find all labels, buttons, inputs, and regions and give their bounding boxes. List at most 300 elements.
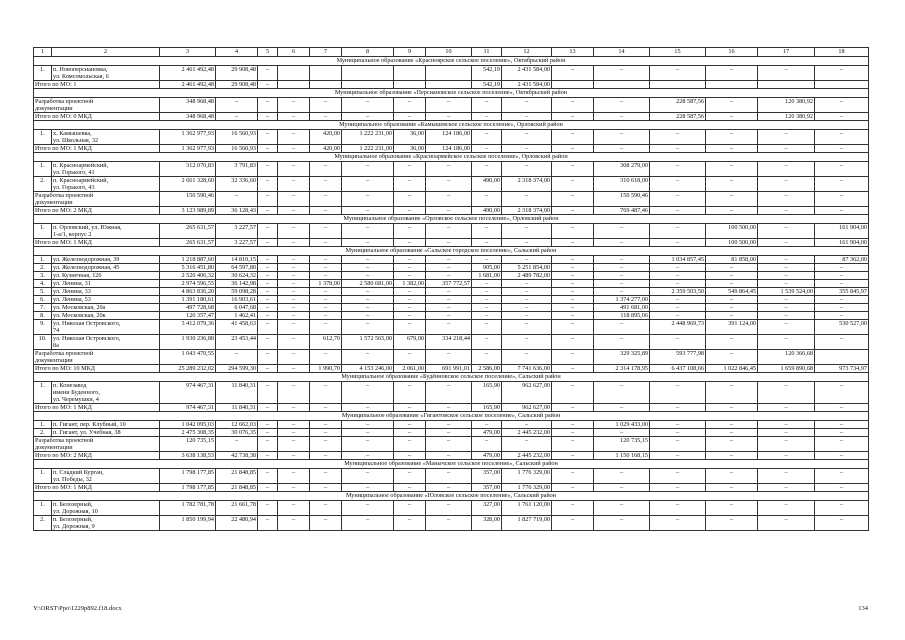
value-cell: – bbox=[472, 421, 502, 429]
value-cell: – bbox=[342, 501, 394, 516]
value-cell: – bbox=[394, 177, 426, 192]
value-cell: 25 289 232,02 bbox=[160, 365, 216, 373]
row-number-cell: 6. bbox=[34, 296, 52, 304]
total-row bbox=[34, 98, 869, 113]
value-cell: – bbox=[394, 320, 426, 335]
table-row bbox=[34, 272, 869, 280]
address-cell: Итого по МО: 2 МКД bbox=[34, 207, 160, 215]
value-cell: – bbox=[815, 113, 869, 121]
page-number: 134 bbox=[858, 605, 868, 612]
value-cell: – bbox=[342, 350, 394, 365]
value-cell: 1 034 857,45 bbox=[650, 256, 706, 264]
value-cell: – bbox=[706, 145, 758, 153]
value-cell: – bbox=[258, 81, 278, 89]
value-cell: – bbox=[426, 516, 472, 531]
value-cell: – bbox=[258, 177, 278, 192]
value-cell: – bbox=[502, 162, 552, 177]
value-cell: – bbox=[758, 224, 815, 239]
value-cell: – bbox=[342, 264, 394, 272]
column-number: 13 bbox=[552, 48, 594, 57]
value-cell: – bbox=[552, 365, 594, 373]
address-cell: ул. Ленина, 53 bbox=[52, 296, 160, 304]
value-cell: 150 590,46 bbox=[160, 192, 216, 207]
value-cell: 29 908,48 bbox=[216, 81, 258, 89]
value-cell: – bbox=[472, 239, 502, 247]
value-cell bbox=[342, 81, 394, 89]
value-cell: 30 624,32 bbox=[216, 272, 258, 280]
value-cell bbox=[394, 81, 426, 89]
value-cell: – bbox=[650, 264, 706, 272]
value-cell: 120 735,15 bbox=[594, 437, 650, 452]
value-cell: – bbox=[706, 350, 758, 365]
value-cell: 118 895,06 bbox=[594, 312, 650, 320]
value-cell: – bbox=[594, 145, 650, 153]
value-cell: 120 380,92 bbox=[758, 113, 815, 121]
value-cell: – bbox=[426, 304, 472, 312]
value-cell: – bbox=[706, 484, 758, 492]
value-cell: – bbox=[310, 421, 342, 429]
value-cell: – bbox=[258, 192, 278, 207]
row-number-cell: 2. bbox=[34, 177, 52, 192]
value-cell: – bbox=[758, 145, 815, 153]
value-cell: – bbox=[394, 404, 426, 412]
value-cell: 334 218,44 bbox=[426, 335, 472, 350]
row-number-cell: 4. bbox=[34, 280, 52, 288]
value-cell: 542,19 bbox=[472, 81, 502, 89]
column-number: 6 bbox=[278, 48, 310, 57]
column-number: 7 bbox=[310, 48, 342, 57]
value-cell: 2 431 584,00 bbox=[502, 66, 552, 81]
value-cell: 1 362 977,93 bbox=[160, 145, 216, 153]
address-cell: Разработка проектной документации bbox=[34, 98, 160, 113]
table-row bbox=[34, 66, 869, 81]
value-cell: 2 359 503,50 bbox=[650, 288, 706, 296]
value-cell: – bbox=[706, 296, 758, 304]
value-cell: 2 445 232,00 bbox=[502, 452, 552, 460]
value-cell: 2 314 178,95 bbox=[594, 365, 650, 373]
value-cell: – bbox=[258, 516, 278, 531]
value-cell: – bbox=[258, 162, 278, 177]
value-cell: – bbox=[650, 130, 706, 145]
table-row bbox=[34, 501, 869, 516]
value-cell bbox=[706, 81, 758, 89]
total-row bbox=[34, 207, 869, 215]
value-cell: – bbox=[342, 177, 394, 192]
value-cell: – bbox=[258, 296, 278, 304]
value-cell: – bbox=[426, 421, 472, 429]
capital-repair-table bbox=[33, 47, 869, 531]
value-cell: – bbox=[815, 382, 869, 404]
value-cell: – bbox=[552, 239, 594, 247]
value-cell: 3 638 138,53 bbox=[160, 452, 216, 460]
value-cell: – bbox=[342, 162, 394, 177]
value-cell: – bbox=[342, 469, 394, 484]
value-cell: – bbox=[552, 382, 594, 404]
value-cell: 16 560,93 bbox=[216, 130, 258, 145]
value-cell: – bbox=[815, 484, 869, 492]
value-cell: – bbox=[472, 296, 502, 304]
value-cell: – bbox=[342, 516, 394, 531]
address-cell: п. Белозерный, ул. Дорожная, 9 bbox=[52, 516, 160, 531]
value-cell: – bbox=[706, 66, 758, 81]
value-cell: 1 043 470,55 bbox=[160, 350, 216, 365]
value-cell: 329 325,89 bbox=[594, 350, 650, 365]
value-cell: – bbox=[650, 335, 706, 350]
value-cell: – bbox=[258, 224, 278, 239]
value-cell: 973 734,97 bbox=[815, 365, 869, 373]
total-row bbox=[34, 239, 869, 247]
value-cell: 1 382,00 bbox=[394, 280, 426, 288]
municipality-title: Муниципальное образование «Сальское городское поселение», Сальский район bbox=[34, 247, 869, 256]
value-cell: – bbox=[394, 296, 426, 304]
table-row bbox=[34, 280, 869, 288]
value-cell: – bbox=[278, 429, 310, 437]
value-cell: 530 527,00 bbox=[815, 320, 869, 335]
table-row bbox=[34, 421, 869, 429]
address-cell: Разработка проектной документации bbox=[34, 192, 160, 207]
value-cell: – bbox=[552, 296, 594, 304]
value-cell: – bbox=[472, 130, 502, 145]
value-cell: 161 904,00 bbox=[815, 224, 869, 239]
value-cell: 542,19 bbox=[472, 66, 502, 81]
value-cell: – bbox=[552, 501, 594, 516]
value-cell: – bbox=[258, 469, 278, 484]
municipality-title: Муниципальное образование «Красноармейское сельское поселение», Орловский район bbox=[34, 153, 869, 162]
value-cell: – bbox=[650, 469, 706, 484]
value-cell: – bbox=[758, 421, 815, 429]
value-cell: 2 580 681,00 bbox=[342, 280, 394, 288]
value-cell: – bbox=[310, 207, 342, 215]
value-cell: – bbox=[758, 516, 815, 531]
municipality-section-row bbox=[34, 57, 869, 66]
value-cell: – bbox=[650, 272, 706, 280]
row-number-cell: 9. bbox=[34, 320, 52, 335]
value-cell: – bbox=[502, 224, 552, 239]
value-cell: – bbox=[394, 256, 426, 264]
value-cell: – bbox=[594, 130, 650, 145]
value-cell: – bbox=[706, 516, 758, 531]
value-cell: – bbox=[394, 421, 426, 429]
value-cell: – bbox=[502, 113, 552, 121]
column-number: 10 bbox=[426, 48, 472, 57]
value-cell: 1 850 199,94 bbox=[160, 516, 216, 531]
value-cell: – bbox=[310, 350, 342, 365]
value-cell: – bbox=[394, 469, 426, 484]
value-cell: 2 448 969,73 bbox=[650, 320, 706, 335]
value-cell: – bbox=[278, 256, 310, 264]
value-cell: 1 029 433,00 bbox=[594, 421, 650, 429]
value-cell: 1 391 180,61 bbox=[160, 296, 216, 304]
value-cell: 974 467,31 bbox=[160, 404, 216, 412]
value-cell: – bbox=[472, 350, 502, 365]
value-cell: 1 681,00 bbox=[472, 272, 502, 280]
value-cell: – bbox=[552, 207, 594, 215]
column-number: 18 bbox=[815, 48, 869, 57]
value-cell: 64 597,80 bbox=[216, 264, 258, 272]
value-cell: 2 661 328,60 bbox=[160, 177, 216, 192]
value-cell: – bbox=[278, 177, 310, 192]
value-cell: – bbox=[426, 437, 472, 452]
value-cell: 593 777,98 bbox=[650, 350, 706, 365]
value-cell: – bbox=[278, 382, 310, 404]
value-cell: – bbox=[502, 288, 552, 296]
value-cell: – bbox=[815, 469, 869, 484]
value-cell: – bbox=[258, 113, 278, 121]
value-cell: – bbox=[310, 113, 342, 121]
address-cell: п. Красноармейский, ул. Горького, 43 bbox=[52, 177, 160, 192]
value-cell: – bbox=[394, 437, 426, 452]
value-cell: – bbox=[758, 207, 815, 215]
value-cell: 87 362,00 bbox=[815, 256, 869, 264]
value-cell: – bbox=[758, 437, 815, 452]
column-number: 1 bbox=[34, 48, 52, 57]
value-cell: – bbox=[815, 272, 869, 280]
municipality-section-row bbox=[34, 153, 869, 162]
address-cell: х. Камышевка, ул. Школьная, 32 bbox=[52, 130, 160, 145]
value-cell bbox=[594, 81, 650, 89]
column-number: 3 bbox=[160, 48, 216, 57]
row-number-cell: 1. bbox=[34, 382, 52, 404]
value-cell: 1 539 524,00 bbox=[758, 288, 815, 296]
value-cell: – bbox=[426, 484, 472, 492]
value-cell: – bbox=[552, 264, 594, 272]
row-number-cell: 2. bbox=[34, 264, 52, 272]
value-cell: – bbox=[426, 256, 472, 264]
value-cell: – bbox=[502, 304, 552, 312]
value-cell: – bbox=[394, 312, 426, 320]
value-cell: – bbox=[394, 288, 426, 296]
value-cell: 974 467,31 bbox=[160, 382, 216, 404]
value-cell: 1 218 887,60 bbox=[160, 256, 216, 264]
value-cell: – bbox=[502, 256, 552, 264]
value-cell: 769 487,46 bbox=[594, 207, 650, 215]
value-cell: – bbox=[758, 452, 815, 460]
value-cell: – bbox=[394, 501, 426, 516]
municipality-section-row bbox=[34, 121, 869, 130]
value-cell: – bbox=[342, 239, 394, 247]
value-cell: 6 047,68 bbox=[216, 304, 258, 312]
value-cell: – bbox=[426, 469, 472, 484]
value-cell: – bbox=[706, 98, 758, 113]
value-cell: – bbox=[472, 304, 502, 312]
value-cell: – bbox=[650, 516, 706, 531]
value-cell: 161 904,00 bbox=[815, 239, 869, 247]
value-cell: – bbox=[278, 484, 310, 492]
value-cell: – bbox=[502, 312, 552, 320]
value-cell: – bbox=[706, 437, 758, 452]
value-cell: – bbox=[758, 320, 815, 335]
value-cell: – bbox=[758, 239, 815, 247]
value-cell: – bbox=[310, 239, 342, 247]
total-row bbox=[34, 113, 869, 121]
value-cell: – bbox=[278, 239, 310, 247]
value-cell: – bbox=[706, 280, 758, 288]
value-cell: – bbox=[650, 177, 706, 192]
municipality-section-row bbox=[34, 247, 869, 256]
value-cell: – bbox=[394, 516, 426, 531]
value-cell: – bbox=[258, 421, 278, 429]
value-cell: 120 366,68 bbox=[758, 350, 815, 365]
row-number-cell: 8. bbox=[34, 312, 52, 320]
value-cell: 1 990,70 bbox=[310, 365, 342, 373]
value-cell: – bbox=[342, 288, 394, 296]
value-cell: – bbox=[342, 224, 394, 239]
value-cell: 21 848,85 bbox=[216, 469, 258, 484]
value-cell: – bbox=[342, 256, 394, 264]
value-cell: – bbox=[650, 404, 706, 412]
value-cell: 2 445 232,00 bbox=[502, 429, 552, 437]
value-cell: – bbox=[342, 421, 394, 429]
value-cell: – bbox=[258, 66, 278, 81]
value-cell: – bbox=[310, 501, 342, 516]
value-cell: – bbox=[258, 239, 278, 247]
value-cell bbox=[758, 81, 815, 89]
value-cell: 1 761 120,00 bbox=[502, 501, 552, 516]
value-cell: – bbox=[426, 288, 472, 296]
value-cell: – bbox=[758, 264, 815, 272]
value-cell: 14 810,15 bbox=[216, 256, 258, 264]
value-cell: – bbox=[650, 66, 706, 81]
address-cell: ул. Николая Островского, 8а bbox=[52, 335, 160, 350]
value-cell: – bbox=[815, 162, 869, 177]
value-cell: 120 380,92 bbox=[758, 98, 815, 113]
value-cell: – bbox=[258, 207, 278, 215]
value-cell: – bbox=[650, 304, 706, 312]
value-cell: 1 362 977,93 bbox=[160, 130, 216, 145]
value-cell bbox=[310, 81, 342, 89]
value-cell: – bbox=[258, 429, 278, 437]
table-row bbox=[34, 288, 869, 296]
value-cell: 7 741 636,00 bbox=[502, 365, 552, 373]
value-cell: – bbox=[594, 113, 650, 121]
value-cell: – bbox=[426, 192, 472, 207]
value-cell: – bbox=[552, 130, 594, 145]
value-cell: – bbox=[706, 501, 758, 516]
value-cell: 1 022 846,45 bbox=[706, 365, 758, 373]
value-cell: 11 840,31 bbox=[216, 404, 258, 412]
value-cell: – bbox=[758, 382, 815, 404]
value-cell: – bbox=[650, 312, 706, 320]
value-cell: – bbox=[472, 98, 502, 113]
value-cell: – bbox=[815, 280, 869, 288]
value-cell: – bbox=[426, 272, 472, 280]
value-cell: – bbox=[472, 437, 502, 452]
value-cell: 21 848,85 bbox=[216, 484, 258, 492]
value-cell: – bbox=[394, 224, 426, 239]
row-number-cell: 1. bbox=[34, 421, 52, 429]
value-cell: – bbox=[278, 335, 310, 350]
value-cell: – bbox=[594, 320, 650, 335]
value-cell: – bbox=[552, 272, 594, 280]
value-cell: 41 458,63 bbox=[216, 320, 258, 335]
value-cell: – bbox=[502, 296, 552, 304]
value-cell: 420,00 bbox=[310, 145, 342, 153]
total-row bbox=[34, 404, 869, 412]
value-cell: – bbox=[426, 320, 472, 335]
value-cell: 228 587,56 bbox=[650, 98, 706, 113]
value-cell: – bbox=[502, 421, 552, 429]
value-cell: 265 631,57 bbox=[160, 224, 216, 239]
value-cell: – bbox=[706, 162, 758, 177]
value-cell: – bbox=[472, 224, 502, 239]
value-cell: 420,00 bbox=[310, 130, 342, 145]
municipality-title: Муниципальное образование «Орловское сельское поселение», Орловский район bbox=[34, 215, 869, 224]
value-cell: 4 863 836,20 bbox=[160, 288, 216, 296]
value-cell: – bbox=[278, 207, 310, 215]
value-cell: – bbox=[472, 113, 502, 121]
value-cell: 165,90 bbox=[472, 382, 502, 404]
value-cell: – bbox=[310, 484, 342, 492]
value-cell: 962 627,00 bbox=[502, 404, 552, 412]
total-row bbox=[34, 437, 869, 452]
value-cell: – bbox=[472, 288, 502, 296]
value-cell: – bbox=[815, 437, 869, 452]
address-cell: п. Сладкий Курган, ул. Победы, 32 bbox=[52, 469, 160, 484]
value-cell: 265 631,57 bbox=[160, 239, 216, 247]
value-cell: – bbox=[552, 320, 594, 335]
value-cell: – bbox=[594, 288, 650, 296]
value-cell: – bbox=[552, 437, 594, 452]
value-cell: 100 500,00 bbox=[706, 239, 758, 247]
value-cell: – bbox=[502, 145, 552, 153]
address-cell: Разработка проектной документации bbox=[34, 350, 160, 365]
address-cell: п. Орловский, ул. Южная, 1-а/1, корпус 2 bbox=[52, 224, 160, 239]
value-cell: – bbox=[278, 365, 310, 373]
value-cell: – bbox=[594, 239, 650, 247]
value-cell: 21 661,78 bbox=[216, 501, 258, 516]
address-cell: п. Красноармейский, ул. Горького, 41 bbox=[52, 162, 160, 177]
total-row bbox=[34, 452, 869, 460]
value-cell: – bbox=[706, 264, 758, 272]
value-cell: – bbox=[552, 404, 594, 412]
value-cell: – bbox=[594, 272, 650, 280]
value-cell: 962 627,00 bbox=[502, 382, 552, 404]
value-cell: – bbox=[394, 239, 426, 247]
value-cell: 294 599,30 bbox=[216, 365, 258, 373]
row-number-cell: 1. bbox=[34, 469, 52, 484]
table-row bbox=[34, 469, 869, 484]
municipality-section-row bbox=[34, 215, 869, 224]
value-cell: – bbox=[472, 280, 502, 288]
value-cell: – bbox=[758, 404, 815, 412]
value-cell: – bbox=[502, 98, 552, 113]
value-cell: 2 461 492,48 bbox=[160, 81, 216, 89]
row-number-cell: 1. bbox=[34, 130, 52, 145]
value-cell: – bbox=[426, 207, 472, 215]
value-cell: – bbox=[594, 404, 650, 412]
address-cell: п. Конезавод имени Буденного, ул. Черемушки, 4 bbox=[52, 382, 160, 404]
value-cell: – bbox=[310, 312, 342, 320]
address-cell: Итого по МО: 1 МКД bbox=[34, 404, 160, 412]
value-cell: – bbox=[426, 404, 472, 412]
value-cell: – bbox=[258, 335, 278, 350]
value-cell: – bbox=[394, 429, 426, 437]
value-cell: – bbox=[758, 130, 815, 145]
value-cell: 348 968,48 bbox=[160, 98, 216, 113]
row-number-cell: 2. bbox=[34, 516, 52, 531]
value-cell: – bbox=[216, 350, 258, 365]
value-cell: – bbox=[706, 207, 758, 215]
value-cell: – bbox=[815, 130, 869, 145]
value-cell: – bbox=[310, 177, 342, 192]
value-cell: – bbox=[258, 404, 278, 412]
value-cell: – bbox=[552, 145, 594, 153]
address-cell: Итого по МО: 0 МКД bbox=[34, 113, 160, 121]
column-number-row bbox=[34, 48, 869, 57]
municipality-title: Муниципальное образование «Камышевское сельское поселение», Орловский район bbox=[34, 121, 869, 130]
value-cell: 612,70 bbox=[310, 335, 342, 350]
address-cell: ул. Московская, 20к bbox=[52, 312, 160, 320]
